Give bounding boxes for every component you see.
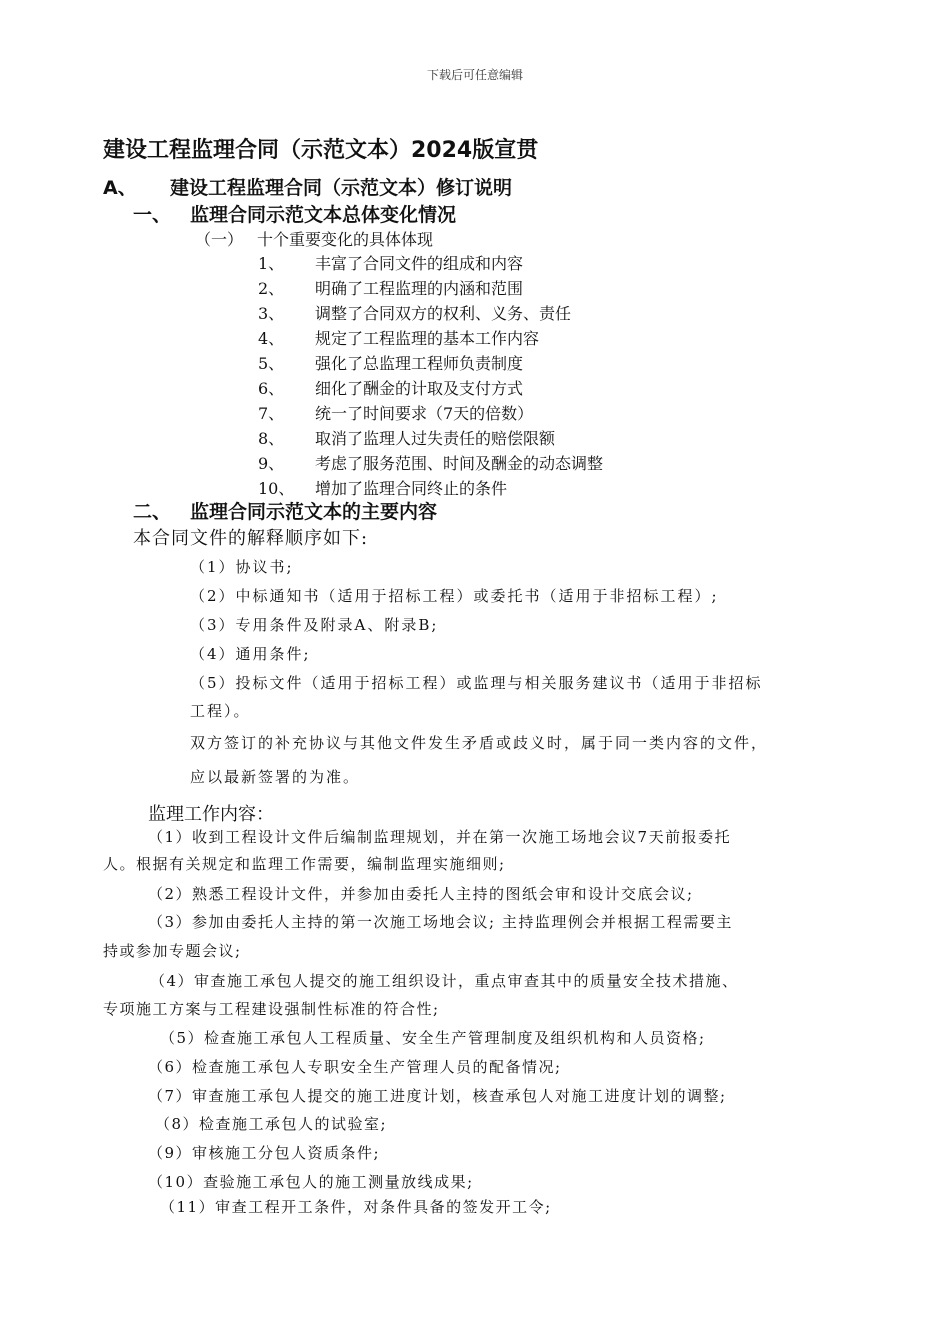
list-item-number: 4、 — [258, 329, 285, 348]
work-content-title: 监理工作内容： — [148, 804, 274, 825]
section-2-title: 监理合同示范文本的主要内容 — [190, 501, 438, 523]
list-item-number: 1、 — [258, 254, 285, 273]
work-line: （11）审查工程开工条件，对条件具备的签发开工令; — [160, 1198, 552, 1216]
order-line: （4）通用条件; — [190, 645, 311, 663]
work-line: （10）查验施工承包人的施工测量放线成果; — [148, 1173, 474, 1191]
list-item-text: 细化了酬金的计取及支付方式 — [315, 379, 524, 398]
section-1-mark: 一、 — [133, 204, 172, 226]
page-header: 下载后可任意编辑 — [426, 68, 523, 82]
work-line: （4）审查施工承包人提交的施工组织设计，重点审查其中的质量安全技术措施、 — [150, 972, 739, 990]
list-item-number: 9、 — [258, 454, 285, 473]
order-line: （5）投标文件（适用于招标工程）或监理与相关服务建议书（适用于非招标 — [190, 674, 763, 692]
work-line: （6）检查施工承包人专职安全生产管理人员的配备情况; — [148, 1058, 562, 1076]
list-item-number: 5、 — [258, 354, 285, 373]
order-line: 双方签订的补充协议与其他文件发生矛盾或歧义时，属于同一类内容的文件， — [190, 734, 769, 752]
order-line: 应以最新签署的为准。 — [190, 768, 361, 786]
list-item-text: 强化了总监理工程师负责制度 — [315, 354, 524, 373]
work-line: 持或参加专题会议; — [103, 942, 242, 960]
list-item-number: 2、 — [258, 279, 285, 298]
work-line: （5）检查施工承包人工程质量、安全生产管理制度及组织机构和人员资格; — [160, 1029, 706, 1047]
list-item-text: 统一了时间要求（7天的倍数） — [315, 404, 534, 423]
work-line: （3）参加由委托人主持的第一次施工场地会议; 主持监理例会并根据工程需要主 — [148, 913, 733, 931]
work-line: （1）收到工程设计文件后编制监理规划，并在第一次施工场地会议7天前报委托 — [148, 828, 732, 846]
subsection-mark: （一） — [195, 230, 244, 249]
list-item-number: 7、 — [258, 404, 285, 423]
list-item-text: 明确了工程监理的内涵和范围 — [315, 279, 524, 298]
work-line: 人。根据有关规定和监理工作需要，编制监理实施细则; — [103, 855, 506, 873]
list-item-text: 调整了合同双方的权利、义务、责任 — [315, 304, 572, 323]
work-line: （7）审查施工承包人提交的施工进度计划，核查承包人对施工进度计划的调整; — [148, 1087, 727, 1105]
list-item-number: 8、 — [258, 429, 285, 448]
section-2-mark: 二、 — [133, 501, 172, 523]
order-line: （1）协议书; — [190, 558, 294, 576]
list-item-text: 丰富了合同文件的组成和内容 — [315, 254, 524, 273]
list-item-number: 6、 — [258, 379, 285, 398]
list-item-text: 增加了监理合同终止的条件 — [315, 479, 508, 498]
list-item-number: 10、 — [258, 479, 295, 498]
subsection-title: 十个重要变化的具体体现 — [257, 230, 434, 249]
list-item-number: 3、 — [258, 304, 285, 323]
document-title: 建设工程监理合同（示范文本）2024版宣贯 — [103, 138, 539, 163]
order-line: 工程）。 — [190, 702, 251, 720]
work-line: （9）审核施工分包人资质条件; — [148, 1144, 381, 1162]
list-item-text: 取消了监理人过失责任的赔偿限额 — [315, 429, 556, 448]
work-line: （8）检查施工承包人的试验室; — [155, 1115, 388, 1133]
order-intro: 本合同文件的解释顺序如下: — [133, 528, 369, 549]
list-item-text: 规定了工程监理的基本工作内容 — [315, 329, 540, 348]
order-line: （2）中标通知书（适用于招标工程）或委托书（适用于非招标工程）; — [190, 587, 719, 605]
list-item-text: 考虑了服务范围、时间及酬金的动态调整 — [315, 454, 604, 473]
section-a-title: 建设工程监理合同（示范文本）修订说明 — [170, 177, 513, 199]
section-a-mark: A、 — [103, 177, 137, 199]
work-line: （2）熟悉工程设计文件，并参加由委托人主持的图纸会审和设计交底会议; — [148, 885, 694, 903]
order-line: （3）专用条件及附录A、附录B; — [190, 616, 439, 634]
work-line: 专项施工方案与工程建设强制性标准的符合性; — [103, 1000, 440, 1018]
section-1-title: 监理合同示范文本总体变化情况 — [190, 204, 457, 226]
